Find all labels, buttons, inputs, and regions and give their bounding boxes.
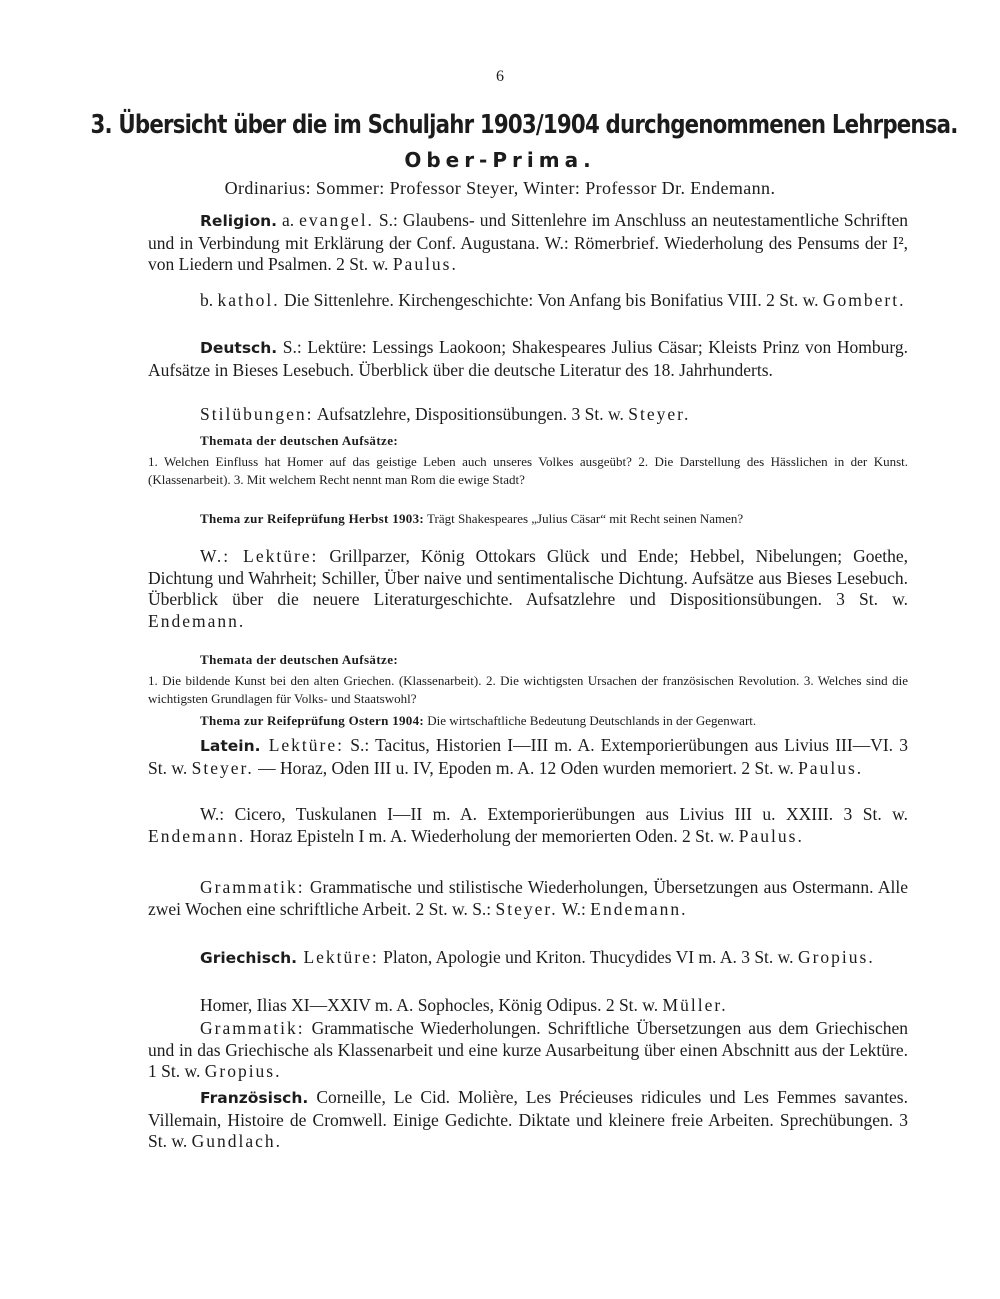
teacher-name: Gombert. bbox=[822, 290, 906, 310]
franzoesisch-text: Corneille, Le Cid. Molière, Les Précieuses ridicules und Les Femmes savantes. Villemain, Histoire de Cromwell. Einige Gedichte. Diktate und kleinere freie Arbeiten. Sprechübungen. 3 St. w. bbox=[148, 1087, 908, 1152]
latein-winter-text: W.: Cicero, Tuskulanen I—II m. A. Extemporierübungen aus Livius III u. XXIII. 3 St. w. bbox=[200, 804, 908, 824]
latein-grammatik-text-2: W.: bbox=[557, 898, 591, 919]
lektuere-label: Lektüre: bbox=[260, 735, 344, 755]
themata-list: 1. Welchen Einfluss hat Homer auf das geistige Leben auch unseres Volkes ausgeübt? 2. Die Darstellung des Hässlichen in der Kunst. (Klassenarbeit). 3. Mit welchem Recht nennt man Rom die ewige Stadt? bbox=[148, 454, 908, 487]
ordinarius-line: Ordinarius: Sommer: Professor Steyer, Winter: Professor Dr. Endemann. bbox=[224, 178, 776, 198]
teacher-name: Endemann. bbox=[148, 825, 246, 846]
teacher-name: Paulus. bbox=[738, 825, 804, 846]
deutsch-summer-text: S.: Lektüre: Lessings Laokoon; Shakespeares Julius Cäsar; Kleists Prinz von Homburg. Aufsätze in Bieses Lesebuch. Überblick über die deutsche Literatur des 18. Jahrhunderts. bbox=[148, 337, 908, 380]
religion-a-marker: a. bbox=[282, 210, 300, 230]
griechisch-grammatik-paragraph bbox=[148, 1018, 908, 1083]
teacher-name: Steyer. bbox=[191, 757, 254, 778]
latein-summer-text: S.: Tacitus, Historien I—III m. A. Extemporierübungen aus Livius III—VI. 3 St. w. bbox=[148, 735, 908, 778]
latein-grammatik-text: Grammatische und stilistische Wiederholungen, Übersetzungen aus Ostermann. Alle zwei Wochen eine schriftliche Arbeit. 2 St. w. S.: bbox=[148, 877, 908, 919]
teacher-name: Steyer. bbox=[628, 404, 691, 424]
deutsch-winter-text: Grillparzer, König Ottokars Glück und Ende; Hebbel, Nibelungen; Goethe, Dichtung und Wahrheit; Schiller, Über naive und sentimentalische Dichtung. Aufsätze aus Bieses Lesebuch. Überblick über die neuere Literaturgeschichte. Aufsatzlehre und Dispositionsübungen. 3 St. w. bbox=[148, 546, 908, 610]
griechisch-paragraph bbox=[148, 947, 908, 970]
griechisch-text: Platon, Apologie und Kriton. Thucydides VI m. A. 3 St. w. bbox=[378, 947, 798, 967]
grammatik-label: Grammatik: bbox=[200, 1018, 305, 1038]
teacher-name: Gundlach. bbox=[191, 1131, 283, 1152]
subject-heading-religion: Religion. bbox=[200, 212, 278, 230]
reifepruefung-thema-herbst bbox=[148, 510, 908, 528]
themata-heading: Themata der deutschen Aufsätze: bbox=[200, 652, 399, 667]
religion-evangel-paragraph bbox=[148, 210, 908, 276]
lektuere-label: Lektüre: bbox=[297, 947, 379, 967]
religion-kathol-text: Die Sittenlehre. Kirchengeschichte: Von Anfang bis Bonifatius VIII. 2 St. w. bbox=[279, 290, 823, 310]
latein-summer-paragraph bbox=[148, 735, 908, 779]
griechisch-grammatik-text: Grammatische Wiederholungen. Schriftliche Übersetzungen aus dem Griechischen und in das Griechische als Klassenarbeit und eine kurze Ausarbeitung über einen Abschnitt aus der Lektüre. 1 St. w. bbox=[148, 1018, 908, 1082]
page-number: 6 bbox=[496, 68, 504, 85]
teacher-name: Steyer. bbox=[495, 898, 558, 919]
winter-lektuere-label: W.: Lektüre: bbox=[200, 546, 319, 566]
latein-grammatik-paragraph bbox=[148, 877, 908, 920]
griechisch-homer-paragraph bbox=[148, 995, 908, 1017]
stil-label: Stilübungen: bbox=[200, 404, 314, 424]
franzoesisch-paragraph bbox=[148, 1087, 908, 1153]
teacher-name: Endemann. bbox=[148, 610, 246, 631]
subject-heading-deutsch: Deutsch. bbox=[200, 339, 278, 357]
latein-horaz-text: — Horaz, Oden III u. IV, Epoden m. A. 12 Oden wurden memoriert. 2 St. w. bbox=[253, 757, 799, 778]
griechisch-homer-text: Homer, Ilias XI—XXIV m. A. Sophocles, König Odipus. 2 St. w. bbox=[200, 995, 663, 1015]
religion-kathol-label: kathol. bbox=[217, 290, 280, 310]
religion-kathol-paragraph bbox=[148, 290, 908, 312]
teacher-name: Müller. bbox=[662, 995, 728, 1015]
grammatik-label: Grammatik: bbox=[200, 877, 305, 897]
deutsch-winter-paragraph bbox=[148, 546, 908, 632]
latein-winter-text-2: Horaz Episteln I m. A. Wiederholung der memorierten Oden. 2 St. w. bbox=[245, 825, 739, 846]
subject-heading-latein: Latein. bbox=[200, 737, 261, 755]
class-title: Ober-Prima. bbox=[404, 148, 596, 172]
religion-evangel-label: evangel. bbox=[299, 210, 374, 230]
subject-heading-griechisch: Griechisch. bbox=[200, 949, 298, 967]
reife-thema-text: Die wirtschaftliche Bedeutung Deutschlands in der Gegenwart. bbox=[424, 713, 757, 728]
teacher-name: Gropius. bbox=[797, 947, 875, 967]
religion-evangel-text: S.: Glaubens- und Sittenlehre im Anschluss an neutestamentliche Schriften und in Verbindung mit Erklärung der Conf. Augustana. W.: Römerbrief. Wiederholung des Pensums der I², von Liedern und Psalmen. 2 St. w. bbox=[148, 210, 908, 275]
section-title: 3. Übersicht über die im Schuljahr 1903/1904 durchgenommenen Lehrpensa. bbox=[90, 110, 958, 140]
latein-winter-paragraph bbox=[148, 804, 908, 847]
teacher-name: Endemann. bbox=[590, 898, 688, 919]
teacher-name: Paulus. bbox=[798, 757, 864, 778]
religion-b-marker: b. bbox=[200, 290, 218, 310]
subject-heading-franzoesisch: Französisch. bbox=[200, 1089, 309, 1107]
reife-thema-label: Thema zur Reifeprüfung Ostern 1904: bbox=[200, 713, 425, 728]
teacher-name: Paulus. bbox=[392, 254, 458, 275]
reifepruefung-thema-ostern bbox=[148, 712, 908, 730]
themata-heading: Themata der deutschen Aufsätze: bbox=[200, 433, 399, 448]
reife-thema-text: Trägt Shakespeares „Julius Cäsar“ mit Recht seinen Namen? bbox=[424, 511, 744, 526]
stil-text: Aufsatzlehre, Dispositionsübungen. 3 St. w. bbox=[313, 404, 629, 424]
deutsch-summer-paragraph bbox=[148, 337, 908, 381]
teacher-name: Gropius. bbox=[204, 1061, 282, 1082]
themata-list: 1. Die bildende Kunst bei den alten Griechen. (Klassenarbeit). 2. Die wichtigsten Ursachen der französischen Revolution. 3. Welches sind die wichtigsten Grundlagen für Volks- und Staatswohl? bbox=[148, 673, 908, 706]
deutsch-stil-paragraph bbox=[148, 404, 908, 426]
reife-thema-label: Thema zur Reifeprüfung Herbst 1903: bbox=[200, 511, 425, 526]
